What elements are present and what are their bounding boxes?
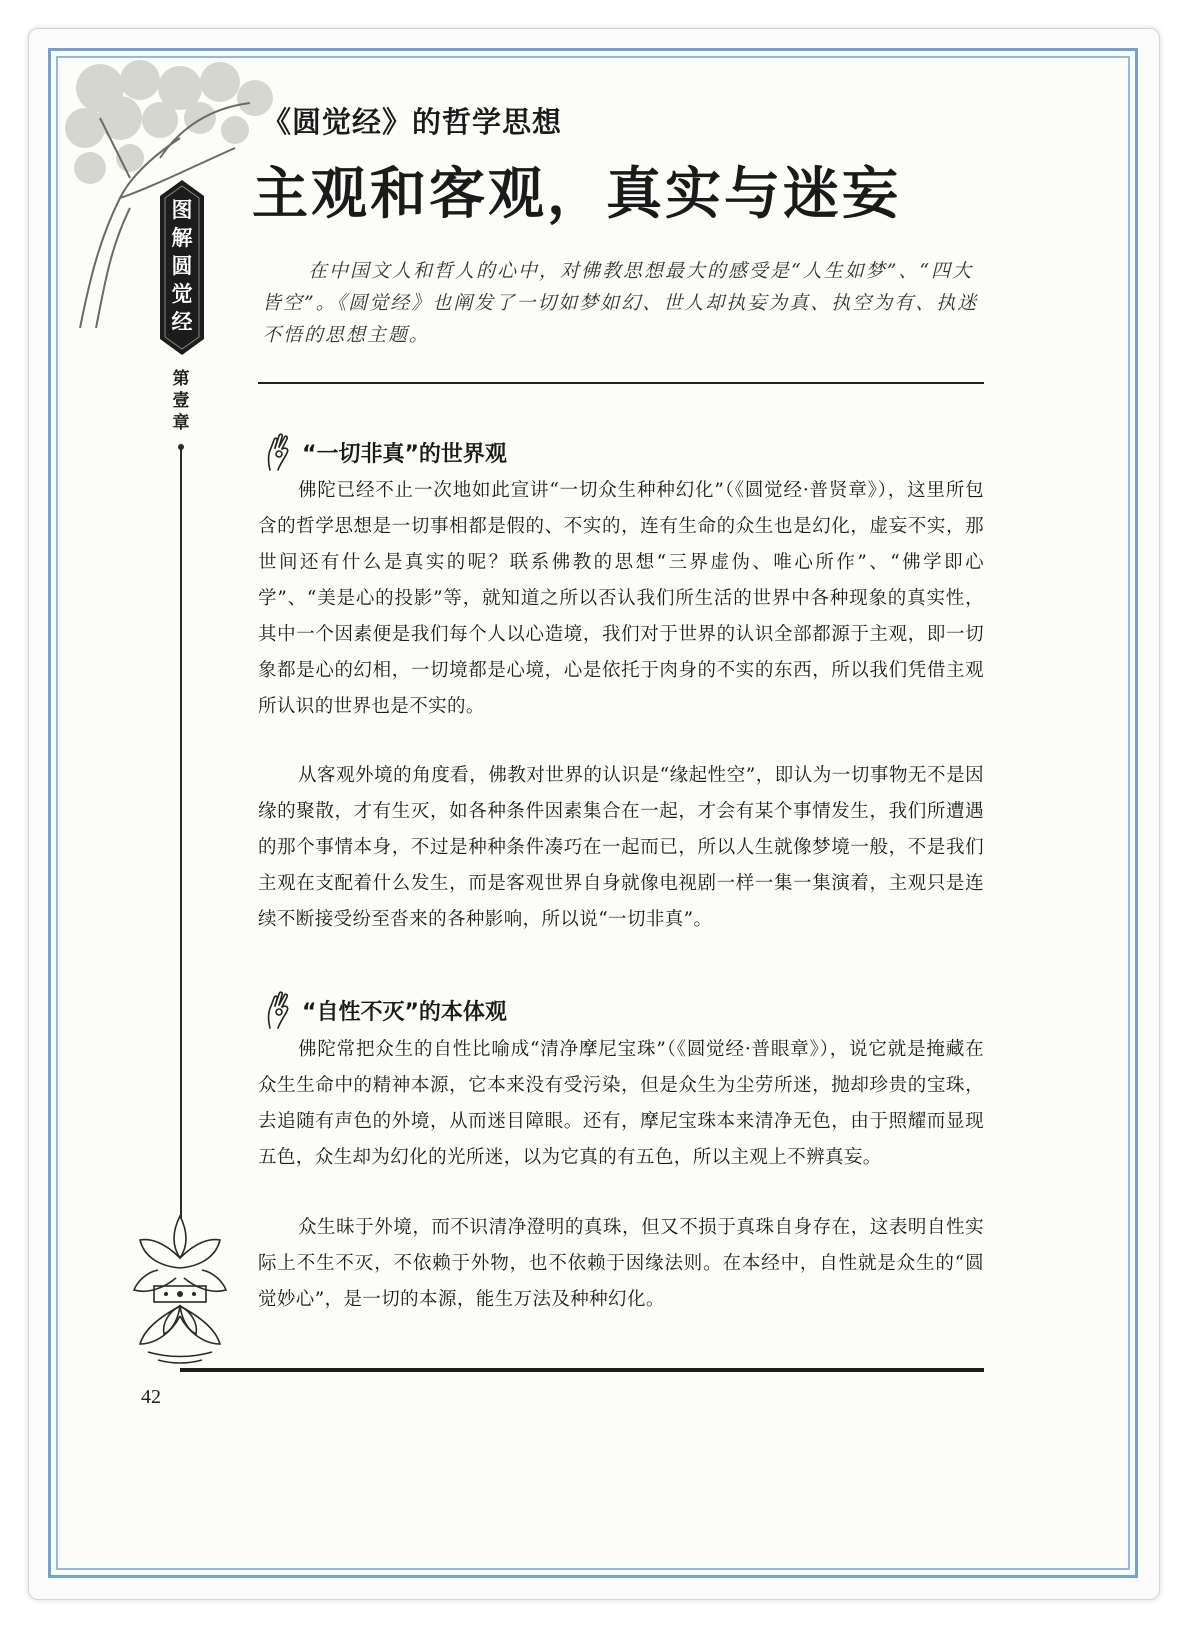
chapter-char: 第	[172, 369, 190, 389]
page-number: 42	[141, 1386, 161, 1408]
body-paragraph: 从客观外境的角度看，佛教对世界的认识是“缘起性空”，即认为一切事物无不是因缘的聚散，才有生灭，如各种条件因素集合在一起，才会有某个事情发生，我们所遭遇的那个事情本身，不过是种种条件凑巧在一起而已，所以人生就像梦境一般，不是我们主观在支配着什么发生，而是客观世界自身就像电视剧一样一集一集演着，主观只是连续不断接受纷至沓来的各种影响，所以说“一切非真”。	[258, 765, 984, 930]
chapter-char: 章	[172, 413, 190, 433]
chapter-char: 壹	[172, 391, 190, 411]
mudra-hand-icon	[262, 432, 292, 472]
footer-divider	[180, 1368, 984, 1372]
body-paragraph: 佛陀常把众生的自性比喻成“清净摩尼宝珠”（《圆觉经·普眼章》），说它就是掩藏在众生生命中的精神本源，它本来没有受污染，但是众生为尘劳所迷，抛却珍贵的宝珠，去追随有声色的外境，从而迷目障眼。还有，摩尼宝珠本来清净无色，由于照耀而显现五色，众生却为幻化的光所迷，以为它真的有五色，所以主观上不辨真妄。	[258, 1039, 984, 1168]
body-paragraph: 众生昧于外境，而不识清净澄明的真珠，但又不损于真珠自身存在，这表明自性实际上不生不灭，不依赖于外物，也不依赖于因缘法则。在本经中，自性就是众生的“圆觉妙心”，是一切的本源，能生万法及种种幻化。	[258, 1217, 984, 1310]
page-title: 主观和客观，真实与迷妄	[252, 161, 901, 227]
divider-line	[258, 382, 984, 384]
book-title-char: 觉	[171, 282, 193, 306]
book-title-vertical	[160, 196, 204, 336]
section-heading-text: “自性不灭”的本体观	[302, 999, 507, 1025]
side-vertical-line	[180, 448, 182, 1218]
book-title-char: 圆	[171, 254, 193, 278]
lotus-ornament	[128, 1212, 232, 1364]
page-subtitle: 《圆觉经》的哲学思想	[262, 105, 563, 139]
book-title-char: 经	[171, 310, 193, 334]
section-heading-text: “一切非真”的世界观	[302, 441, 507, 467]
chapter-label	[166, 368, 196, 434]
intro-paragraph: 在中国文人和哲人的心中，对佛教思想最大的感受是“人生如梦”、“四大皆空”。《圆觉经》也阐发了一切如梦如幻、世人却执妄为真、执空为有、执迷不悟的思想主题。	[262, 260, 979, 346]
body-paragraph: 佛陀已经不止一次地如此宣讲“一切众生种种幻化”（《圆觉经·普贤章》），这里所包含的哲学思想是一切事相都是假的、不实的，连有生命的众生也是幻化，虚妄不实，那世间还有什么是真实的呢？联系佛教的思想“三界虚伪、唯心所作”、“佛学即心学”、“美是心的投影”等，就知道之所以否认我们所生活的世界中各种现象的真实性，其中一个因素便是我们每个人以心造境，我们对于世界的认识全部都源于主观，即一切象都是心的幻相，一切境都是心境，心是依托于肉身的不实的东西，所以我们凭借主观所认识的世界也是不实的。	[258, 480, 984, 717]
mudra-hand-icon	[262, 990, 292, 1030]
section-heading	[262, 432, 507, 472]
book-title-char: 解	[171, 226, 193, 250]
book-title-char: 图	[171, 198, 193, 222]
section-heading	[262, 990, 507, 1030]
